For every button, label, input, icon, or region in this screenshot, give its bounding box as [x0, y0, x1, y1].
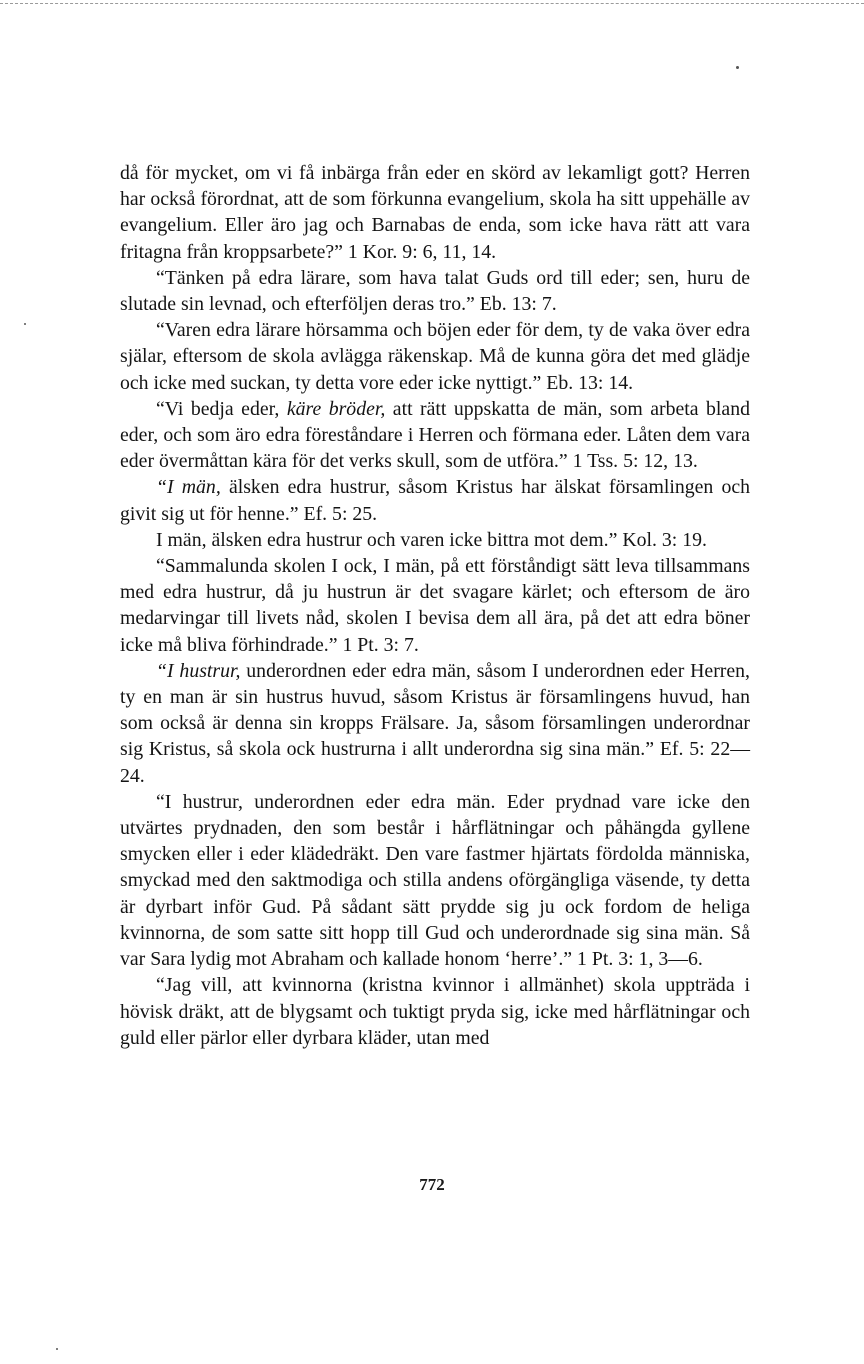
text-run: “Vi bedja eder, — [156, 397, 287, 420]
page-number: 772 — [419, 1175, 445, 1194]
page-top-edge — [0, 3, 864, 4]
emphasis-text: käre bröder, — [286, 397, 386, 420]
scan-speck — [736, 66, 739, 69]
paragraph — [120, 474, 750, 526]
paragraph — [120, 527, 750, 553]
text-run: då för mycket, om vi få inbärga från eder en skörd av lekamligt gott? Herren har också förordnat, att de som förkunna evangelium, skola ha sitt uppehälle av evangelium. Eller äro jag och Barnabas de enda, som icke hava rätt att vara fritagna från kroppsarbete?” 1 Kor. 9: 6, 11, 14. — [120, 162, 750, 263]
paragraph — [120, 553, 750, 658]
paragraph — [120, 396, 750, 475]
text-run: “Sammalunda skolen I ock, I män, på ett förståndigt sätt leva tillsammans med edra hustrur, då ju hustrun är det svagare kärlet; och eftersom de äro medarvingar till livets nåd, skolen I bevisa dem all ära, på det att edra böner icke må bliva förhindrade.” 1 Pt. 3: 7. — [120, 555, 750, 656]
paragraph — [120, 317, 750, 396]
scan-speck — [24, 323, 26, 325]
text-run: “I hustrur, underordnen eder edra män. Eder prydnad vare icke den utvärtes prydnaden, den som består i hårflätningar och påhängda gyllene smycken eller i eder klädedräkt. Den vare fastmer hjärtats fördolda människa, smyckad med den saktmodiga och stilla andens oförgängliga väsende, ty detta är dyrbart inför Gud. På sådant sätt prydde sig ju ock fordom de heliga kvinnorna, de som satte sitt hopp till Gud och underordnade sig sina män. Så var Sara lydig mot Abraham och kallade honom ‘herre’.” 1 Pt. 3: 1, 3—6. — [120, 790, 750, 971]
emphasis-text: “I män, — [156, 476, 221, 499]
text-run: älsken edra hustrur, såsom Kristus har älskat församlingen och givit sig ut för henne.” Ef. 5: 25. — [120, 476, 751, 525]
text-run: “Jag vill, att kvinnorna (kristna kvinnor i allmänhet) skola uppträda i hövisk dräkt, att de blygsamt och tuktigt pryda sig, icke med hårflätningar och guld eller pärlor eller dyrbara kläder, utan med — [120, 974, 750, 1049]
paragraph — [120, 789, 750, 972]
emphasis-text: “I hustrur, — [156, 659, 241, 682]
text-run: “Varen edra lärare hörsamma och böjen eder för dem, ty de vaka över edra själar, eftersom de skola avlägga räkenskap. Må de kunna göra det med glädje och icke med suckan, ty detta vore eder icke nyttigt.” Eb. 13: 14. — [120, 319, 750, 394]
scan-speck — [56, 1348, 58, 1350]
text-run: att rätt uppskatta de män, som arbeta bland eder, och som äro edra föreståndare i Herren och förmana eder. Låten dem vara eder övermåttan kära för det verks skull, som de utföra.” 1 Tss. 5: 12, 13. — [120, 397, 750, 473]
text-run: I män, älsken edra hustrur och varen icke bittra mot dem.” Kol. 3: 19. — [156, 528, 707, 551]
paragraph — [120, 658, 750, 789]
text-run: underordnen eder edra män, såsom I underordnen eder Herren, ty en man är sin hustrus huvud, såsom Kristus är församlingens huvud, han som också är denna sin kropps Frälsare. Ja, såsom församlingen underordnar sig Kristus, så skola ock hustrurna i allt underordna sig sina män.” Ef. 5: 22—24. — [120, 659, 750, 787]
text-run: “Tänken på edra lärare, som hava talat Guds ord till eder; sen, huru de slutade sin levnad, och efterföljen deras tro.” Eb. 13: 7. — [120, 266, 750, 316]
paragraph — [120, 265, 750, 317]
paragraph — [120, 972, 750, 1051]
paragraph — [120, 160, 750, 265]
body-text — [120, 160, 750, 1051]
